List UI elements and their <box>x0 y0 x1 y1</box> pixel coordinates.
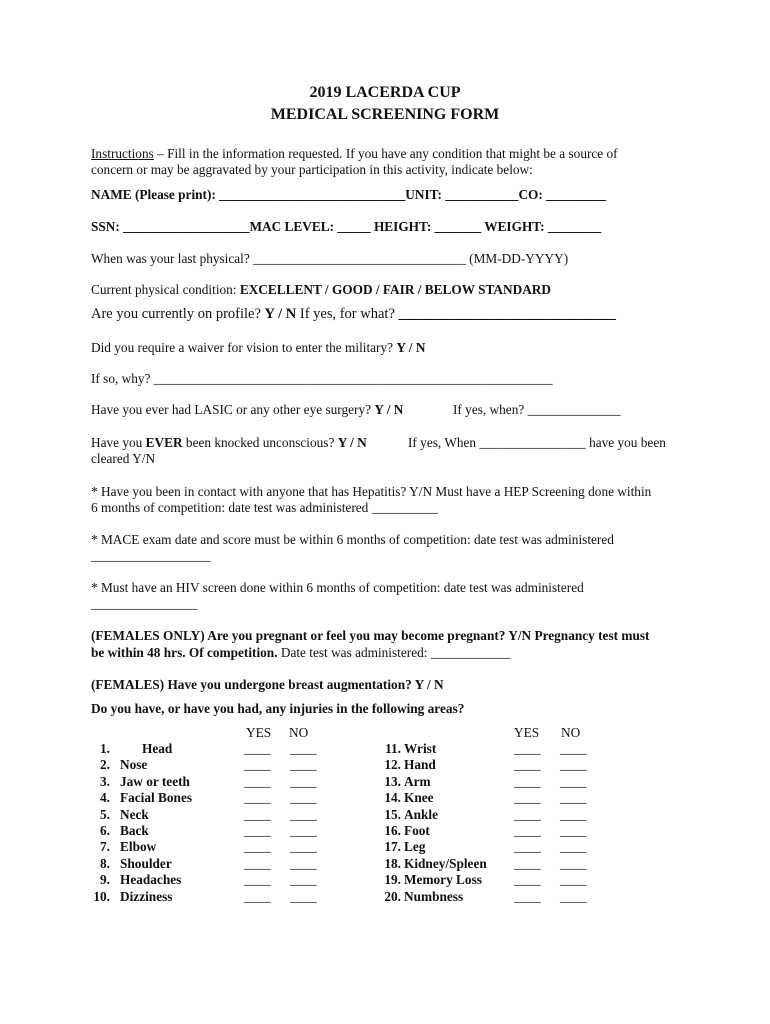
mace-line-1: * MACE exam date and score must be within 6 months of competition: date test was administered <box>91 532 614 547</box>
injury-label: Shoulder <box>120 855 172 871</box>
injury-yes-blank[interactable]: ____ <box>514 839 541 855</box>
injury-number: 5. <box>100 806 110 822</box>
breast-augmentation-question[interactable]: (FEMALES) Have you undergone breast augmentation? Y / N <box>91 677 444 692</box>
lasic-question <box>91 402 403 418</box>
injury-yes-blank[interactable]: ____ <box>514 888 541 904</box>
lasic-yn[interactable]: Y / N <box>374 402 404 417</box>
left-no-header: NO <box>289 725 309 740</box>
profile-label: Are you currently on profile? <box>91 306 265 322</box>
injury-no-blank[interactable]: ____ <box>560 806 587 822</box>
injury-no-blank[interactable]: ____ <box>560 888 587 904</box>
injury-no-blank[interactable]: ____ <box>560 872 587 888</box>
left-yes-header: YES <box>246 725 272 740</box>
injury-yes-blank[interactable]: ____ <box>514 741 541 756</box>
injury-no-blank[interactable]: ____ <box>560 839 587 855</box>
injury-no-blank[interactable]: ____ <box>290 757 317 773</box>
injury-number: 12. <box>384 757 401 773</box>
injury-no-blank[interactable]: ____ <box>290 888 317 904</box>
injury-label: Knee <box>404 790 434 806</box>
hepatitis-line-1: * Have you been in contact with anyone that has Hepatitis? Y/N Must have a HEP Screening done within <box>91 484 652 499</box>
pregnancy-test-window: be within 48 hrs. Of competition. <box>91 645 278 660</box>
injury-number: 19. <box>384 872 401 888</box>
instructions-text-1: – Fill in the information requested. If you have any condition that might be a source of <box>153 146 618 161</box>
injury-yes-blank[interactable]: ____ <box>514 872 541 888</box>
unconscious-ever: EVER <box>145 435 183 450</box>
injury-no-blank[interactable]: ____ <box>560 790 587 806</box>
injury-yes-blank[interactable]: ____ <box>514 806 541 822</box>
injury-no-blank[interactable]: ____ <box>560 757 587 773</box>
injury-yes-blank[interactable]: ____ <box>244 806 271 822</box>
injury-label: Jaw or teeth <box>120 773 190 789</box>
waiver-yn[interactable]: Y / N <box>396 340 426 355</box>
injury-yes-blank[interactable]: ____ <box>244 823 271 838</box>
hepatitis-line-2[interactable]: 6 months of competition: date test was administered __________ <box>91 500 439 515</box>
instructions-label: Instructions <box>91 146 154 161</box>
injury-yes-blank[interactable]: ____ <box>514 855 541 871</box>
injury-number: 13. <box>384 773 401 789</box>
injury-number: 3. <box>100 773 110 789</box>
waiver-reason-field[interactable]: If so, why? ____________________________________________________________ <box>91 371 553 386</box>
instructions-line-2: concern or may be aggravated by your participation in this activity, indicate below: <box>91 162 533 177</box>
injuries-question: Do you have, or have you had, any injuries in the following areas? <box>91 701 465 716</box>
unconscious-text-b: been knocked unconscious? <box>182 435 338 450</box>
injury-number: 8. <box>100 855 110 871</box>
injury-number: 14. <box>384 790 401 806</box>
injury-number: 16. <box>384 823 401 838</box>
unconscious-cleared[interactable]: cleared Y/N <box>91 451 156 466</box>
injury-label: Arm <box>404 773 431 789</box>
unconscious-when-field[interactable]: If yes, When ________________ have you been <box>408 435 666 450</box>
name-unit-co-fields[interactable]: NAME (Please print): ____________________________UNIT: ___________CO: _________ <box>91 187 606 202</box>
injury-label: Leg <box>404 839 426 855</box>
injury-yes-blank[interactable]: ____ <box>244 741 271 756</box>
injury-no-blank[interactable]: ____ <box>290 741 317 756</box>
right-yes-header: YES <box>514 725 540 740</box>
injury-number: 18. <box>384 855 401 871</box>
unconscious-question <box>91 435 367 451</box>
injury-yes-blank[interactable]: ____ <box>244 888 271 904</box>
injury-label: Head <box>142 741 173 756</box>
form-subtitle: MEDICAL SCREENING FORM <box>270 106 500 123</box>
injury-no-blank[interactable]: ____ <box>290 855 317 871</box>
injury-no-blank[interactable]: ____ <box>290 790 317 806</box>
injury-label: Foot <box>404 823 430 838</box>
injury-no-blank[interactable]: ____ <box>290 806 317 822</box>
injury-label: Hand <box>404 757 436 773</box>
injury-yes-blank[interactable]: ____ <box>244 773 271 789</box>
injury-yes-blank[interactable]: ____ <box>514 823 541 838</box>
injury-label: Headaches <box>120 872 182 888</box>
injury-number: 17. <box>384 839 401 855</box>
injury-label: Kidney/Spleen <box>404 855 487 871</box>
injury-yes-blank[interactable]: ____ <box>244 855 271 871</box>
injury-label: Dizziness <box>120 888 173 904</box>
injury-no-blank[interactable]: ____ <box>560 855 587 871</box>
last-physical-field[interactable]: When was your last physical? ________________________________ (MM-DD-YYYY) <box>91 251 569 266</box>
injury-no-blank[interactable]: ____ <box>560 773 587 789</box>
females-pregnancy-line-2 <box>91 645 511 661</box>
lasic-label: Have you ever had LASIC or any other eye surgery? <box>91 402 375 417</box>
injury-number: 2. <box>100 757 110 773</box>
injury-label: Elbow <box>120 839 157 855</box>
condition-label: Current physical condition: <box>91 282 240 297</box>
injury-no-blank[interactable]: ____ <box>290 773 317 789</box>
injury-number: 6. <box>100 823 110 838</box>
injury-number: 11. <box>385 741 401 756</box>
injury-yes-blank[interactable]: ____ <box>244 790 271 806</box>
physical-condition-line <box>91 282 551 298</box>
injury-number: 4. <box>100 790 110 806</box>
injury-label: Nose <box>120 757 148 773</box>
profile-follow: If yes, for what? <box>296 306 399 322</box>
injury-label: Facial Bones <box>120 790 193 806</box>
injury-number: 20. <box>384 888 401 904</box>
injury-number: 9. <box>100 872 110 888</box>
right-no-header: NO <box>561 725 581 740</box>
injury-number: 15. <box>384 806 401 822</box>
pregnancy-date-field[interactable]: Date test was administered: ____________ <box>277 645 511 660</box>
injury-yes-blank[interactable]: ____ <box>514 773 541 789</box>
injury-label: Neck <box>120 806 149 822</box>
unconscious-yn[interactable]: Y / N <box>337 435 367 450</box>
injury-no-blank[interactable]: ____ <box>560 741 587 756</box>
injury-label: Numbness <box>404 888 464 904</box>
injury-no-blank[interactable]: ____ <box>290 872 317 888</box>
injury-no-blank[interactable]: ____ <box>560 823 587 838</box>
injury-label: Memory Loss <box>404 872 482 888</box>
hiv-line-1: * Must have an HIV screen done within 6 months of competition: date test was administered <box>91 580 584 595</box>
mace-date-field[interactable]: __________________ <box>91 548 211 563</box>
injury-yes-blank[interactable]: ____ <box>244 839 271 855</box>
lasic-when-field[interactable]: If yes, when? ______________ <box>453 402 621 417</box>
injury-label: Wrist <box>404 741 437 756</box>
injury-yes-blank[interactable]: ____ <box>514 757 541 773</box>
profile-question <box>91 306 616 322</box>
injury-no-blank[interactable]: ____ <box>290 823 317 838</box>
injury-label: Ankle <box>404 806 438 822</box>
profile-yn[interactable]: Y / N <box>264 306 297 322</box>
waiver-label: Did you require a waiver for vision to enter the military? <box>91 340 397 355</box>
injury-no-blank[interactable]: ____ <box>290 839 317 855</box>
injury-yes-blank[interactable]: ____ <box>514 790 541 806</box>
profile-blank[interactable]: ______________________________ <box>398 306 616 322</box>
injury-yes-blank[interactable]: ____ <box>244 872 271 888</box>
unconscious-text-a: Have you <box>91 435 146 450</box>
hiv-date-field[interactable]: ________________ <box>91 596 198 611</box>
females-pregnancy-line-1: (FEMALES ONLY) Are you pregnant or feel you may become pregnant? Y/N Pregnancy test must <box>91 628 650 643</box>
injury-number: 10. <box>93 888 110 904</box>
instructions-line-1 <box>91 146 618 162</box>
injury-yes-blank[interactable]: ____ <box>244 757 271 773</box>
injury-number: 1. <box>100 741 110 756</box>
vision-waiver-question <box>91 340 425 356</box>
condition-options[interactable]: EXCELLENT / GOOD / FAIR / BELOW STANDARD <box>239 282 552 297</box>
ssn-mac-height-weight-fields[interactable]: SSN: ___________________MAC LEVEL: _____ HEIGHT: _______ WEIGHT: ________ <box>91 219 602 234</box>
injury-label: Back <box>120 823 149 838</box>
injury-number: 7. <box>100 839 110 855</box>
form-title: 2019 LACERDA CUP <box>309 84 461 101</box>
